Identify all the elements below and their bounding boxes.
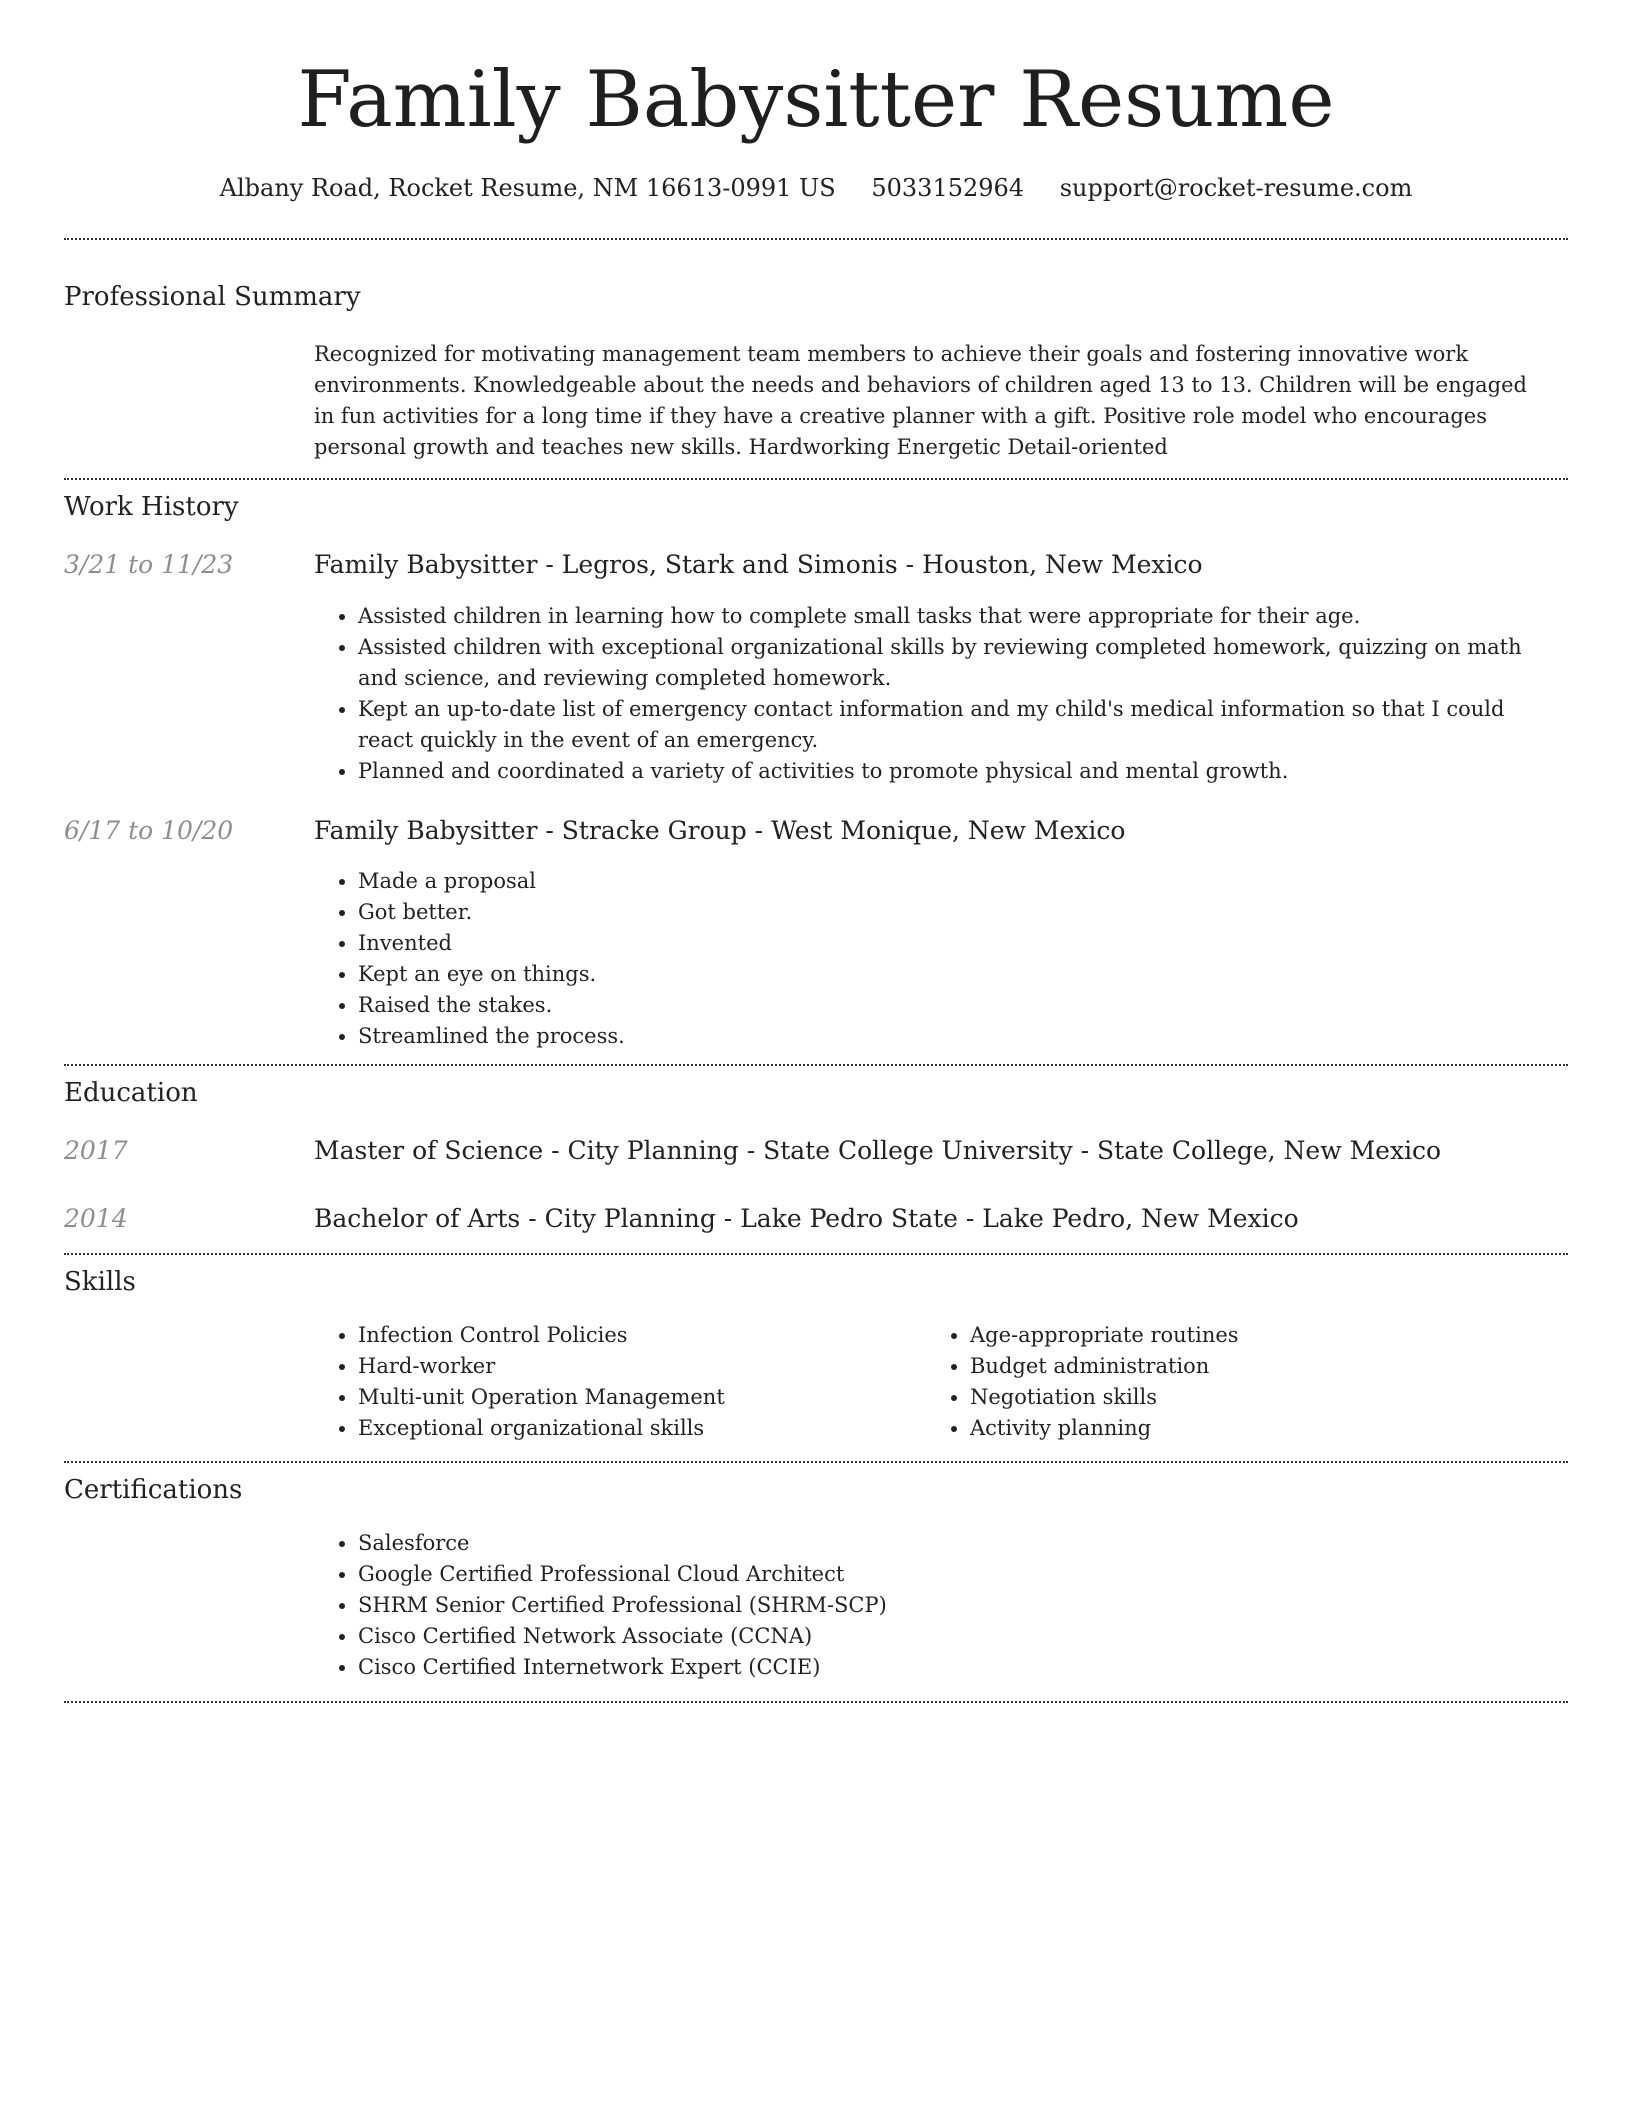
certifications-heading: Certifications — [64, 1475, 243, 1505]
job-duty-item: • Planned and coordinated a variety of activities to promote physical and mental growth. — [358, 756, 1544, 787]
job-dates: 3/21 to 11/23 — [64, 550, 234, 579]
education-year: 2014 — [64, 1204, 128, 1233]
job-duty-item: • Streamlined the process. — [358, 1021, 1544, 1052]
summary-text: Recognized for motivating management team members to achieve their goals and fostering innovative work environments. Knowledgeable about the needs and behaviors of children aged 13 to 13. Children will be engaged in fun activities for a long time if they have a creative planner with a gift. Positive role model who encourages personal growth and teaches new skills. Hardworking Energetic Detail-oriented — [314, 342, 1527, 459]
job-duty-item: • Got better. — [358, 897, 1544, 928]
skill-item: • Budget administration — [970, 1351, 1526, 1382]
job-dates: 6/17 to 10/20 — [64, 816, 234, 845]
education-degree: Bachelor of Arts - City Planning - Lake Pedro State - Lake Pedro, New Mexico — [314, 1204, 1299, 1233]
certification-item: • Cisco Certified Network Associate (CCNA) — [358, 1621, 1544, 1652]
education-heading: Education — [64, 1078, 198, 1108]
skill-item: • Hard-worker — [358, 1351, 914, 1382]
job-duty-item: • Made a proposal — [358, 866, 1544, 897]
education-degree: Master of Science - City Planning - State College University - State College, New Mexico — [314, 1136, 1442, 1165]
skill-item: • Exceptional organizational skills — [358, 1413, 914, 1444]
education-year: 2017 — [64, 1136, 128, 1165]
skill-item: • Age-appropriate routines — [970, 1320, 1526, 1351]
work-history-heading: Work History — [64, 492, 239, 522]
skills-list-right — [926, 1320, 1526, 1444]
summary-heading: Professional Summary — [64, 282, 361, 312]
skills-heading: Skills — [64, 1267, 136, 1297]
job-duty-item: • Raised the stakes. — [358, 990, 1544, 1021]
certifications-list — [314, 1528, 1544, 1683]
section-divider — [64, 1253, 1568, 1255]
certification-item: • Salesforce — [358, 1528, 1544, 1559]
section-divider — [64, 1701, 1568, 1703]
job-title: Family Babysitter - Legros, Stark and Simonis - Houston, New Mexico — [314, 550, 1203, 579]
certification-item: • Google Certified Professional Cloud Architect — [358, 1559, 1544, 1590]
section-divider — [64, 478, 1568, 480]
section-divider — [64, 238, 1568, 240]
skill-item: • Activity planning — [970, 1413, 1526, 1444]
skill-item: • Infection Control Policies — [358, 1320, 914, 1351]
job-duties-list — [314, 601, 1544, 787]
job-duties-list — [314, 866, 1544, 1052]
job-duty-item: • Assisted children with exceptional organizational skills by reviewing completed homework, quizzing on math and science, and reviewing completed homework. — [358, 632, 1544, 694]
contact-line — [0, 170, 1632, 206]
section-divider — [64, 1461, 1568, 1463]
job-duty-item: • Kept an up-to-date list of emergency contact information and my child's medical information so that I could react quickly in the event of an emergency. — [358, 694, 1544, 756]
section-divider — [64, 1064, 1568, 1066]
resume-title: Family Babysitter Resume — [297, 55, 1335, 145]
contact-phone: 5033152964 — [871, 174, 1025, 202]
job-duty-item: • Assisted children in learning how to complete small tasks that were appropriate for their age. — [358, 601, 1544, 632]
job-duty-item: • Kept an eye on things. — [358, 959, 1544, 990]
skill-item: • Negotiation skills — [970, 1382, 1526, 1413]
certification-item: • Cisco Certified Internetwork Expert (CCIE) — [358, 1652, 1544, 1683]
skill-item: • Multi-unit Operation Management — [358, 1382, 914, 1413]
certification-item: • SHRM Senior Certified Professional (SHRM-SCP) — [358, 1590, 1544, 1621]
job-title: Family Babysitter - Stracke Group - West Monique, New Mexico — [314, 816, 1126, 845]
contact-email: support@rocket-resume.com — [1059, 174, 1413, 202]
contact-address: Albany Road, Rocket Resume, NM 16613-0991 US — [219, 174, 836, 202]
job-duty-item: • Invented — [358, 928, 1544, 959]
skills-list-left — [314, 1320, 914, 1444]
